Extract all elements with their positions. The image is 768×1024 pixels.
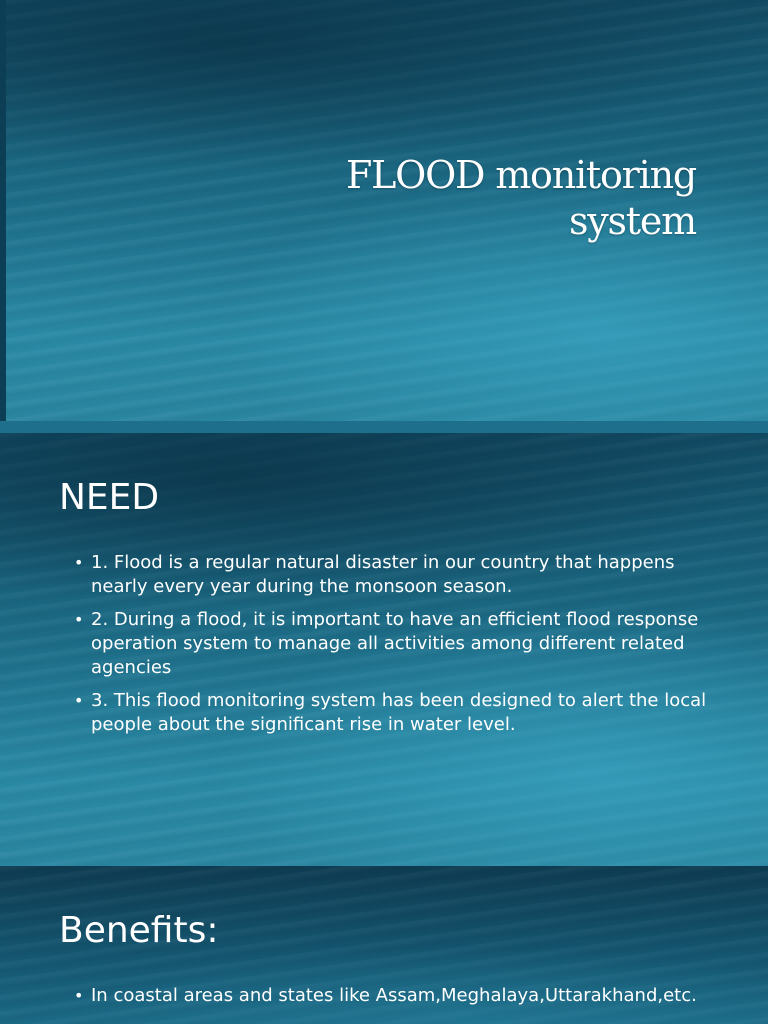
bullet-icon: • (74, 986, 84, 1005)
title-slide[interactable] (0, 0, 768, 421)
title-line-1: FLOOD monitoring (345, 153, 696, 197)
bullet-item (74, 689, 714, 737)
bullet-text: 3. This flood monitoring system has been designed to alert the local people about the significant rise in water level. (91, 690, 707, 735)
bullet-icon: • (74, 610, 84, 629)
presentation-title (276, 152, 696, 244)
title-line-2: system (568, 199, 696, 243)
slide-edge (0, 0, 6, 421)
bullet-item (74, 984, 714, 1008)
slide-heading: Benefits: (59, 910, 219, 951)
bullet-icon: • (74, 553, 84, 572)
bullet-icon: • (74, 691, 84, 710)
bullet-text: In coastal areas and states like Assam,Meghalaya,Uttarakhand,etc. (91, 985, 697, 1006)
slide-divider (0, 421, 768, 433)
benefits-slide[interactable] (0, 866, 768, 1024)
bullet-item (74, 551, 714, 599)
need-slide[interactable] (0, 433, 768, 866)
bullet-item (74, 608, 714, 680)
bullet-list (74, 551, 714, 746)
slide-heading: NEED (59, 477, 160, 518)
bullet-text: 2. During a flood, it is important to have an efficient flood response operation system to manage all activities among different related agencies (91, 609, 699, 678)
bullet-text: 1. Flood is a regular natural disaster in our country that happens nearly every year during the monsoon season. (91, 552, 675, 597)
bullet-list (74, 984, 714, 1017)
